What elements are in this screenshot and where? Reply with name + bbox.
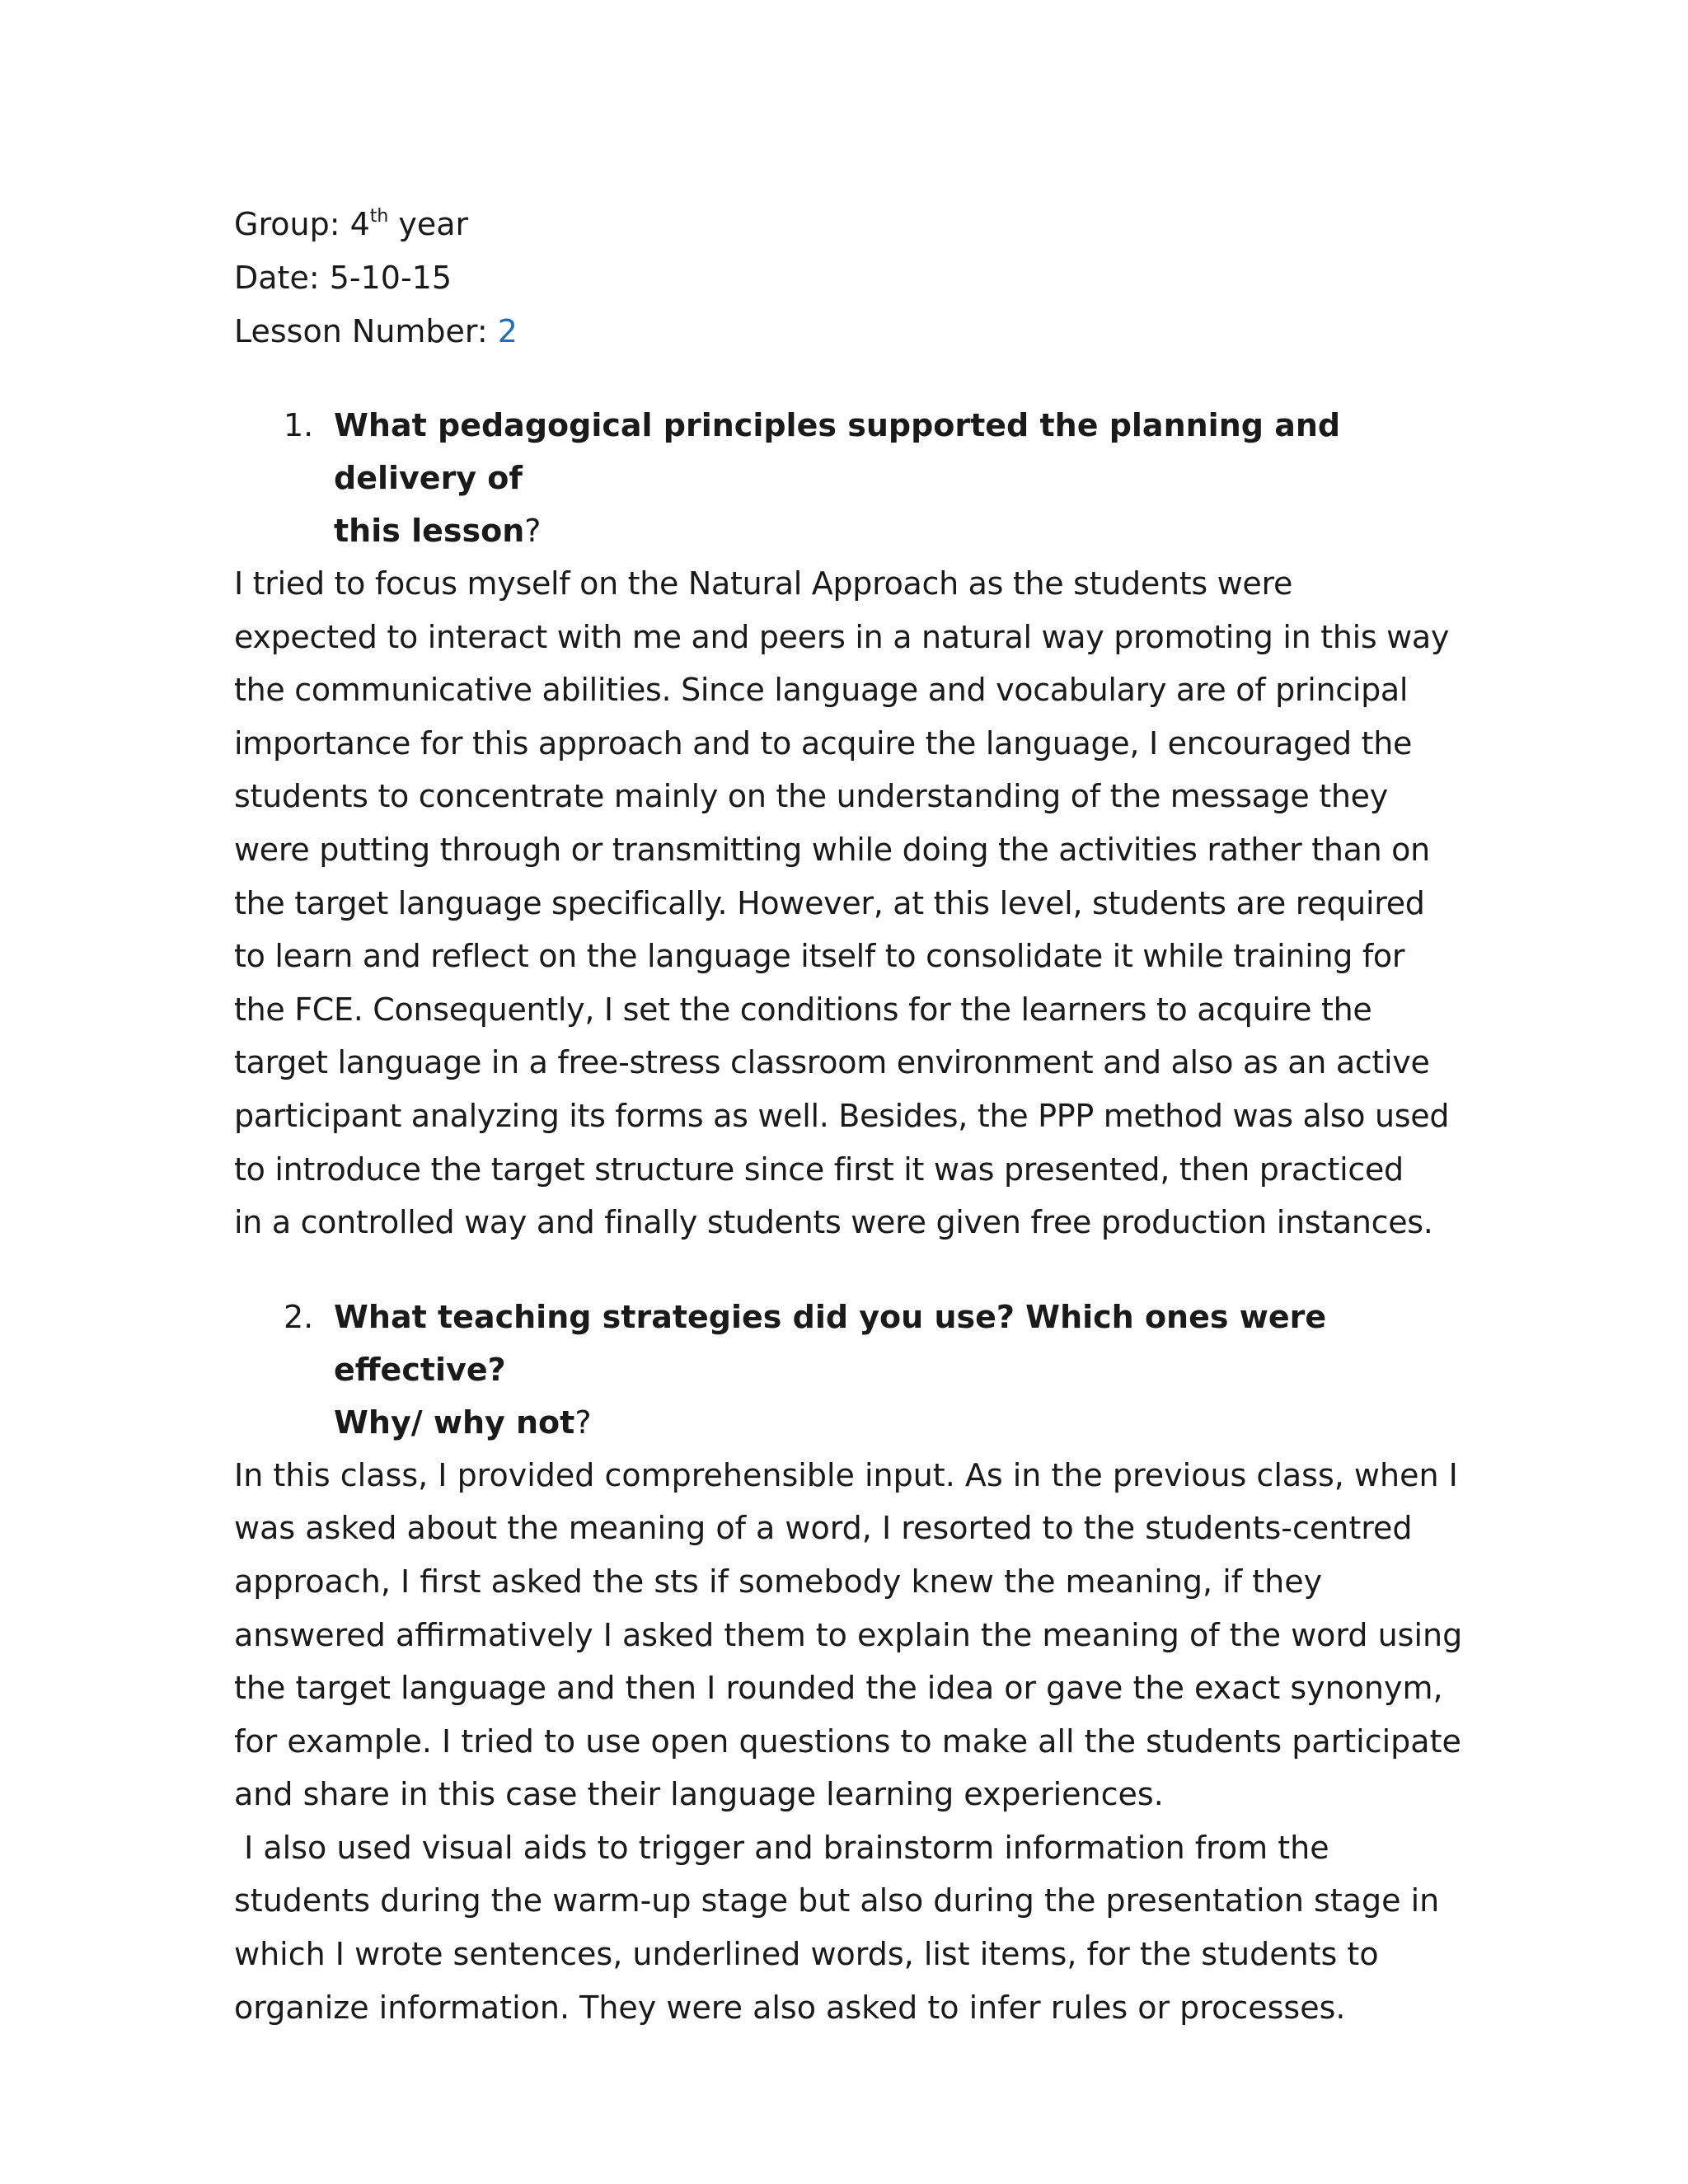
answer-2-line: was asked about the meaning of a word, I resorted to the students-centred: [234, 1510, 1413, 1547]
group-line: [234, 198, 1454, 251]
answer-2-line: the target language and then I rounded the idea or gave the exact synonym,: [234, 1670, 1443, 1707]
answer-1-line: I tried to focus myself on the Natural Approach as the students were: [234, 565, 1293, 602]
question-2-number: 2.: [284, 1298, 314, 1335]
answer-1-line: in a controlled way and finally students were given free production instances.: [234, 1204, 1433, 1241]
answer-2-line: answered affirmatively I asked them to explain the meaning of the word using: [234, 1616, 1463, 1653]
answer-1-line: target language in a free-stress classroom environment and also as an active: [234, 1044, 1430, 1081]
answer-1-line: expected to interact with me and peers in a natural way promoting in this way: [234, 618, 1450, 655]
answer-1-line: importance for this approach and to acquire the language, I encouraged the: [234, 724, 1413, 762]
question-1-number: 1.: [284, 407, 314, 443]
question-1-line-2: [334, 504, 1454, 557]
lesson-label: Lesson Number:: [234, 313, 498, 349]
date-line: Date: 5-10-15: [234, 260, 452, 296]
answer-2-line: which I wrote sentences, underlined words, list items, for the students to: [234, 1936, 1379, 1973]
answer-2-line: I also used visual aids to trigger and brainstorm information from the: [234, 1829, 1329, 1866]
question-2-line-2: [334, 1396, 1454, 1449]
question-2-text-end: Why/ why not: [334, 1404, 575, 1441]
answer-2-line: In this class, I provided comprehensible input. As in the previous class, when I: [234, 1456, 1458, 1493]
question-1-text-end: this lesson: [334, 513, 525, 549]
answer-1-line: to learn and reflect on the language itself to consolidate it while training for: [234, 938, 1405, 975]
answer-2-line: for example. I tried to use open questions to make all the students participate: [234, 1722, 1461, 1760]
answer-1-line: to introduce the target structure since first it was presented, then practiced: [234, 1151, 1404, 1188]
lesson-number-value: 2: [497, 313, 518, 349]
answer-2-line: and share in this case their language learning experiences.: [234, 1776, 1164, 1813]
group-superscript: th: [369, 206, 389, 227]
group-suffix: year: [388, 206, 469, 242]
answer-1: [234, 557, 1454, 1249]
answer-1-line: participant analyzing its forms as well. Besides, the PPP method was also used: [234, 1097, 1450, 1134]
answer-1-line: were putting through or transmitting while doing the activities rather than on: [234, 831, 1430, 868]
question-2-line-1: What teaching strategies did you use? Which ones were effective?: [334, 1298, 1327, 1388]
answer-2: [234, 1449, 1463, 2035]
question-1: [234, 399, 1454, 557]
document-page: [234, 198, 1463, 2034]
answer-2-line: students during the warm-up stage but also during the presentation stage in: [234, 1882, 1440, 1919]
question-2: [234, 1291, 1454, 1449]
question-1-line-1: What pedagogical principles supported the planning and delivery of: [334, 407, 1341, 496]
answer-1-line: the communicative abilities. Since language and vocabulary are of principal: [234, 672, 1409, 709]
answer-1-line: the target language specifically. However, at this level, students are required: [234, 884, 1425, 921]
question-1-mark: ?: [524, 513, 542, 549]
answer-2-line: approach, I first asked the sts if somebody knew the meaning, if they: [234, 1563, 1323, 1600]
question-2-mark: ?: [574, 1404, 592, 1441]
answer-1-line: students to concentrate mainly on the understanding of the message they: [234, 778, 1388, 815]
answer-1-line: the FCE. Consequently, I set the conditions for the learners to acquire the: [234, 991, 1372, 1028]
lesson-number-line: [234, 305, 1454, 359]
answer-2-line: organize information. They were also asked to infer rules or processes.: [234, 1989, 1346, 2026]
group-label: Group: 4: [234, 206, 370, 242]
